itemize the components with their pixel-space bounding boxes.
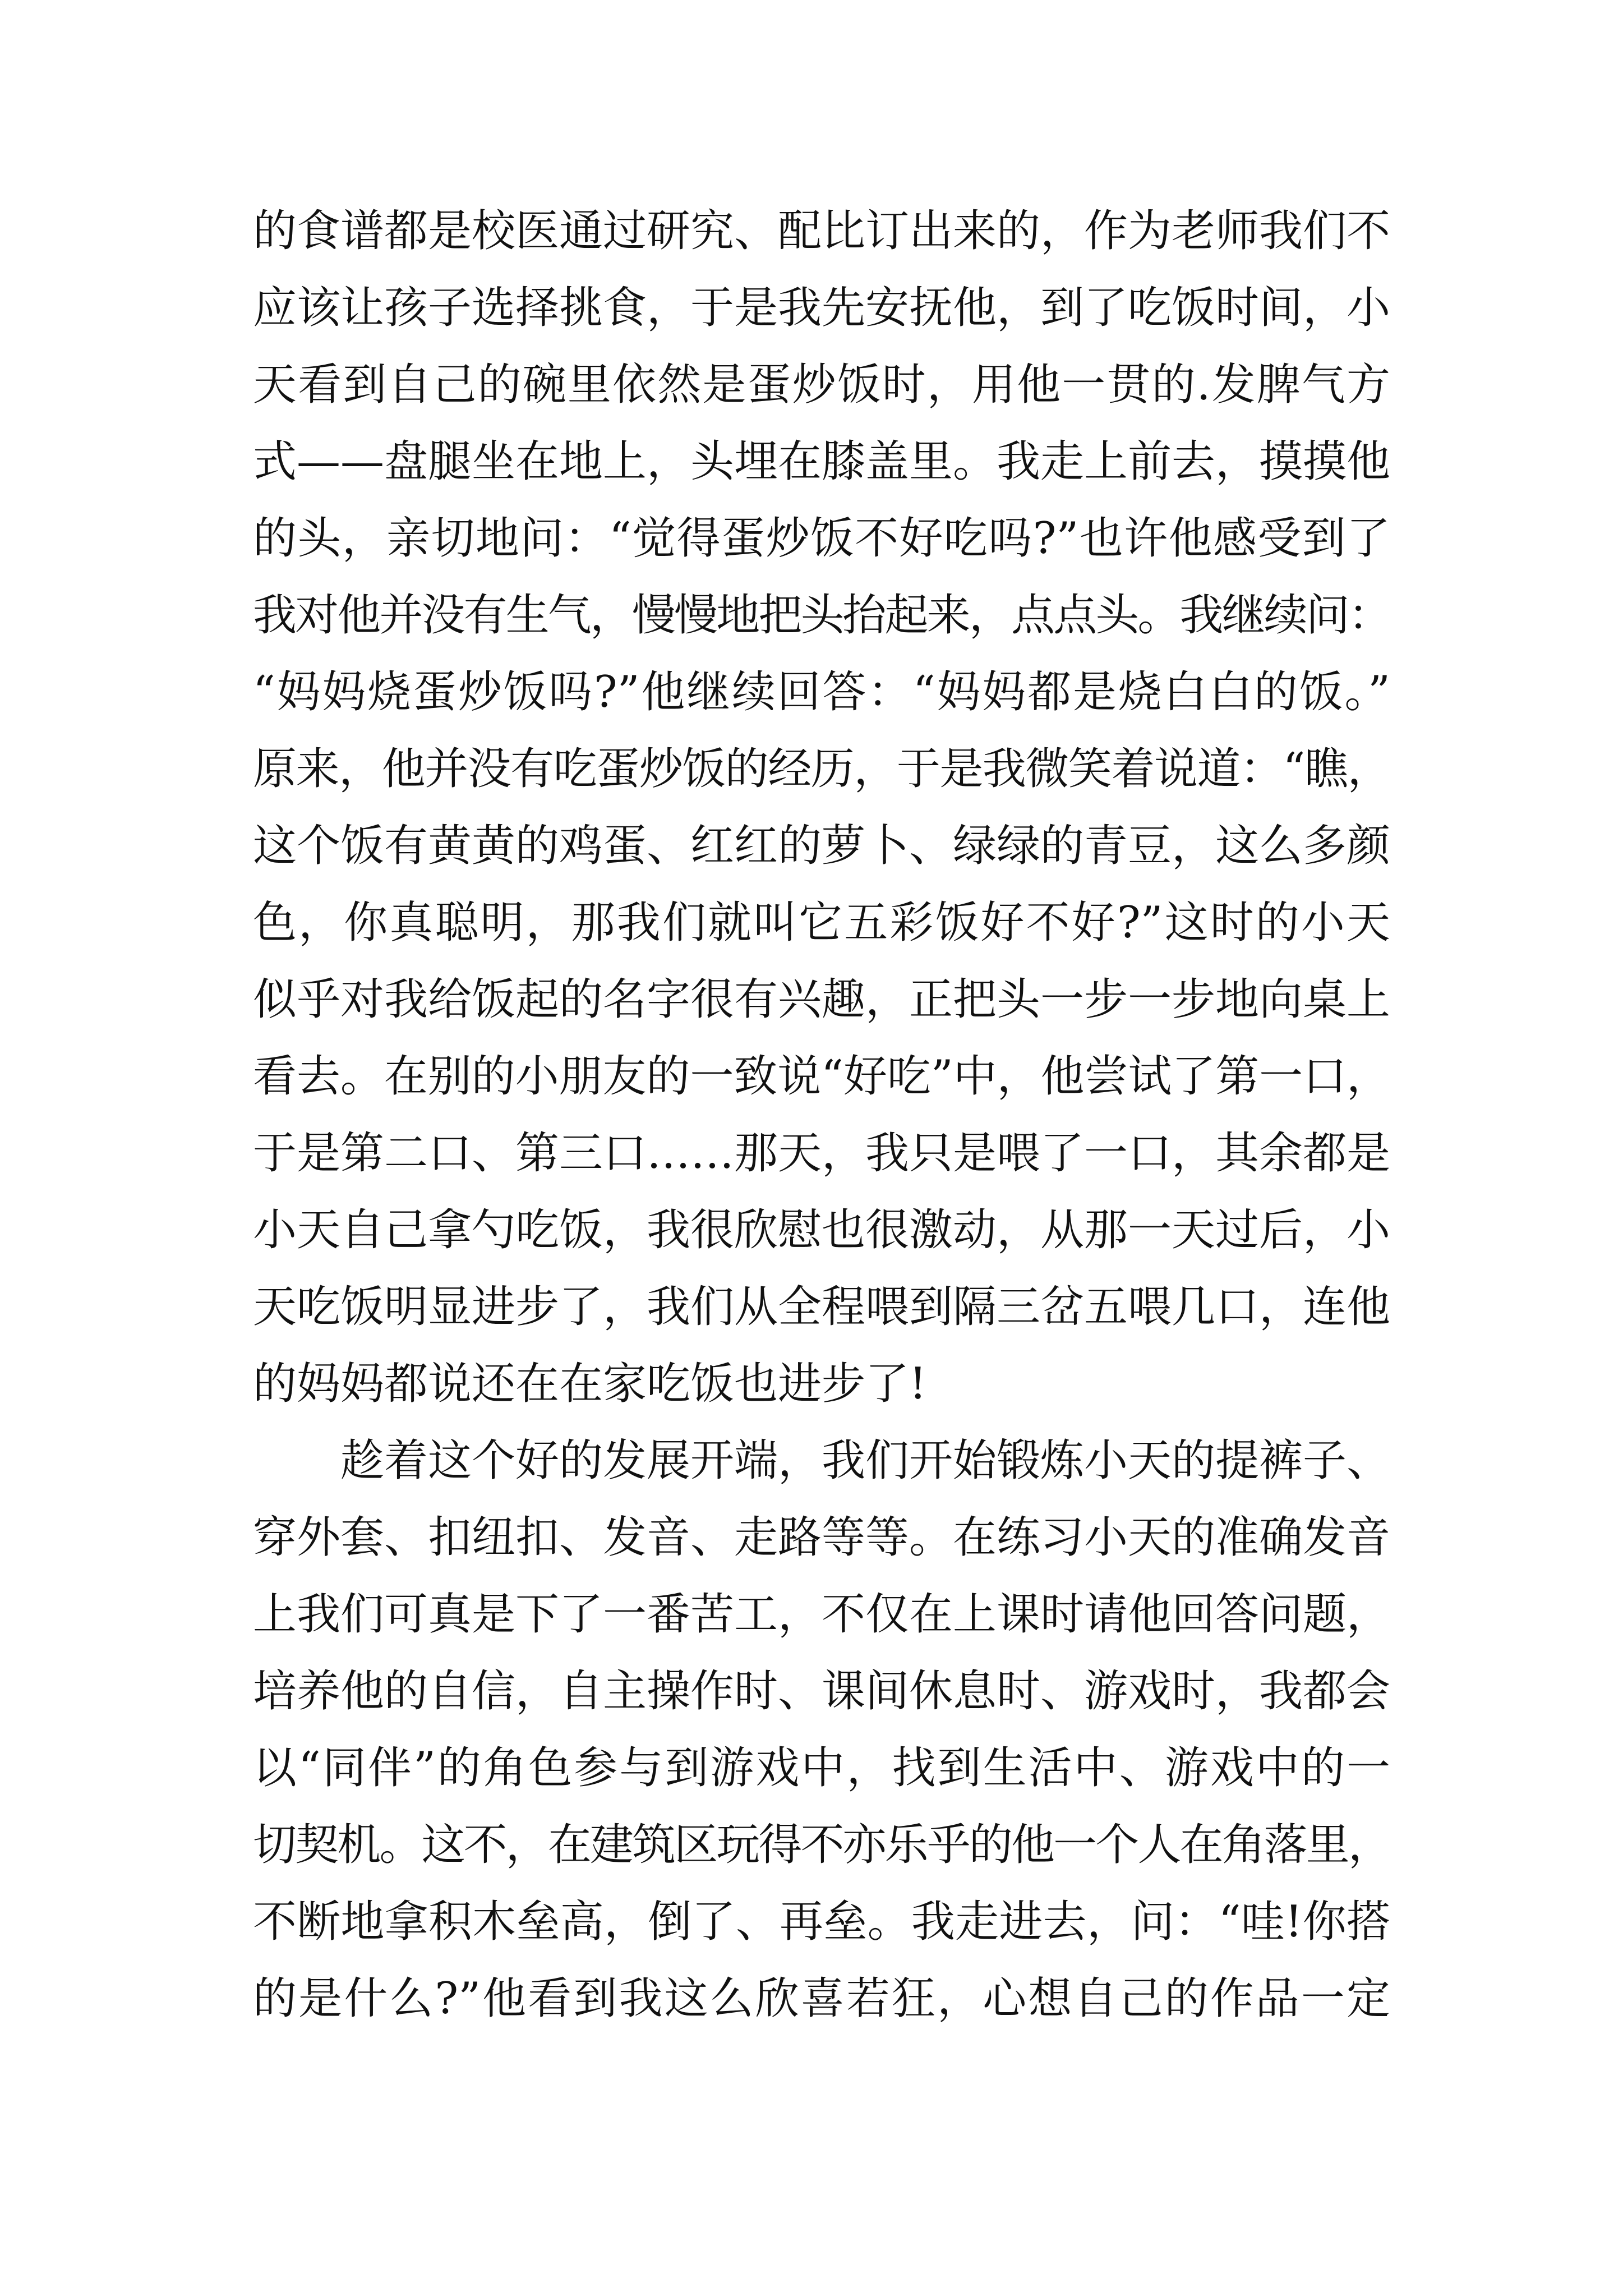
paragraph (253, 193, 1390, 1423)
text-line: 的头，亲切地问：“觉得蛋炒饭不好吃吗?”也许他感受到了 (253, 513, 1390, 564)
text-line: 培养他的自信，自主操作时、课间休息时、游戏时，我都会 (253, 1666, 1390, 1717)
text-line: 我对他并没有生气，慢慢地把头抬起来，点点头。我继续问： (253, 590, 1390, 641)
text-line: 似乎对我给饭起的名字很有兴趣，正把头一步一步地向桌上 (253, 974, 1390, 1025)
text-line: 切契机。这不，在建筑区玩得不亦乐乎的他一个人在角落里， (253, 1820, 1390, 1870)
text-line: 式——盘腿坐在地上，头埋在膝盖里。我走上前去，摸摸他 (253, 436, 1390, 487)
text-line: 趁着这个好的发展开端，我们开始锻炼小天的提裤子、 (340, 1435, 1390, 1486)
text-line: 小天自己拿勺吃饭，我很欣慰也很激动，从那一天过后，小 (253, 1205, 1390, 1255)
text-line: “妈妈烧蛋炒饭吗?”他继续回答：“妈妈都是烧白白的饭。” (253, 667, 1390, 717)
text-line: 以“同伴”的角色参与到游戏中，找到生活中、游戏中的一 (253, 1743, 1390, 1793)
paragraph (253, 1423, 1390, 2037)
text-line: 原来，他并没有吃蛋炒饭的经历，于是我微笑着说道：“瞧， (253, 744, 1390, 794)
text-line: 这个饭有黄黄的鸡蛋、红红的萝卜、绿绿的青豆，这么多颜 (253, 821, 1390, 871)
text-line: 于是第二口、第三口……那天，我只是喂了一口，其余都是 (253, 1128, 1390, 1179)
text-line: 上我们可真是下了一番苦工，不仅在上课时请他回答问题， (253, 1589, 1390, 1640)
text-line: 天吃饭明显进步了，我们从全程喂到隔三岔五喂几口，连他 (253, 1282, 1390, 1332)
text-line: 的是什么?”他看到我这么欣喜若狂，心想自己的作品一定 (253, 1973, 1390, 2024)
text-line: 穿外套、扣纽扣、发音、走路等等。在练习小天的准确发音 (253, 1512, 1390, 1563)
text-line: 天看到自己的碗里依然是蛋炒饭时，用他一贯的.发脾气方 (253, 360, 1390, 410)
text-line: 看去。在别的小朋友的一致说“好吃”中，他尝试了第一口， (253, 1051, 1390, 1102)
text-line: 色，你真聪明，那我们就叫它五彩饭好不好?”这时的小天 (253, 898, 1390, 948)
text-line: 的妈妈都说还在在家吃饭也进步了! (253, 1359, 927, 1409)
text-line: 不断地拿积木垒高，倒了、再垒。我走进去，问：“哇!你搭 (253, 1897, 1390, 1947)
text-line: 的食谱都是校医通过研究、配比订出来的，作为老师我们不 (253, 206, 1390, 256)
body-text (253, 193, 1390, 2037)
text-line: 应该让孩子选择挑食，于是我先安抚他，到了吃饭时间，小 (253, 283, 1390, 333)
